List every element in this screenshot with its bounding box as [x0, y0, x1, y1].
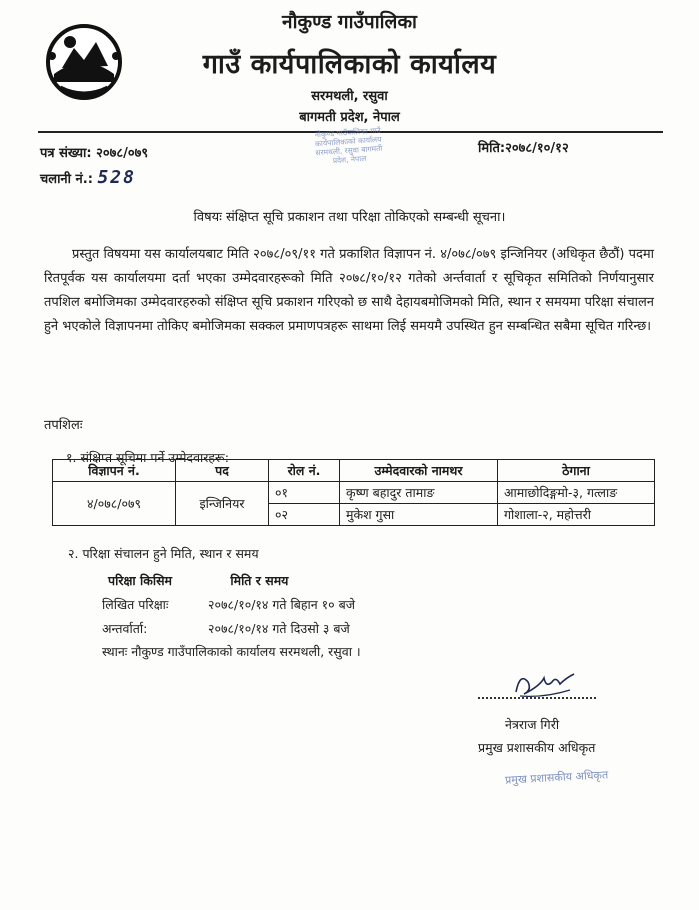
- cell-adv-no: ४/०७८/०७९: [53, 482, 176, 526]
- dispatch-value: 528: [97, 167, 136, 188]
- cell-name: कृष्ण बहादुर तामाङ: [340, 482, 498, 504]
- exam-row-interview: [102, 620, 350, 637]
- table-row: [53, 482, 655, 504]
- signature-line: [478, 697, 596, 699]
- exam-type: अन्तर्वार्ता:: [102, 621, 148, 636]
- subject-line: विषयः संक्षिप्त सूचि प्रकाशन तथा परिक्षा तोकिएको सम्बन्धी सूचना।: [193, 210, 506, 225]
- cell-post: इन्जिनियर: [176, 482, 269, 526]
- exam-when: २०७८/१०/१४ गते बिहान १० बजे: [207, 597, 356, 612]
- office-stamp: नौकुण्ड गाउँपालिका गाउँ कार्यपालिकाको कार्यालय सरमथली, रसुवा बागमती प्रदेश, नेपाल: [314, 125, 383, 166]
- cell-name: मुकेश गुसा: [340, 504, 498, 526]
- date-value: २०७८/१०/१२: [505, 141, 569, 156]
- reference-label: पत्र संख्या:: [40, 146, 92, 161]
- dispatch-number: [40, 167, 136, 188]
- exam-type-heading: परिक्षा किसिम: [108, 573, 173, 588]
- cell-address: आमाछोदिङ्गमो-३, गत्लाङ: [498, 482, 655, 504]
- details-label: तपशिलः: [44, 418, 83, 433]
- section-exam-title: २. परिक्षा संचालन हुने मिति, स्थान र समय: [68, 546, 259, 561]
- signer-name: नेत्रराज गिरी: [505, 717, 560, 732]
- candidate-table: [52, 459, 655, 526]
- col-adv-no: विज्ञापन नं.: [53, 460, 176, 482]
- exam-when: २०७८/१०/१४ गते दिउसो ३ बजे: [207, 621, 350, 636]
- reference-number: [40, 143, 148, 161]
- office-province: बागमती प्रदेश, नेपाल: [299, 110, 400, 125]
- exam-venue: स्थानः नौकुण्ड गाउँपालिकाको कार्यालय सरमथली, रसुवा ।: [102, 644, 361, 659]
- cell-roll: ०१: [269, 482, 340, 504]
- body-paragraph: प्रस्तुत विषयमा यस कार्यालयबाट मिति २०७८/०९/११ गते प्रकाशित विज्ञापन नं. ४/०७८/०७९ इन्जिनियर (अधिकृत छैठौं) पदमा रितपूर्वक यस कार्यालयमा दर्ता भएका उम्मेदवारहरूको मिति २०७८/१०/१२ गतेको अर्न्तवार्ता र सूचिकृत समितिको निर्णयानुसार तपशिल बमोजिमका उम्मेदवारहरुको संक्षिप्त सूचि प्रकाशन गरिएको छ साथै देहायबमोजिमको मिति, स्थान र समयमा परिक्षा संचालन हुने भएकोले विज्ञापनमा तोकिए बमोजिमका सक्कल प्रमाणपत्रहरू साथमा लिई समयमै उपस्थित हुन सम्बन्धित सबैमा सूचित गरिन्छ।: [44, 247, 654, 334]
- exam-type: लिखित परिक्षाः: [102, 597, 169, 612]
- signer-title: प्रमुख प्रशासकीय अधिकृत: [478, 740, 596, 755]
- date-label: मिति:: [478, 141, 506, 156]
- cell-roll: ०२: [269, 504, 340, 526]
- letter-date: [478, 138, 569, 156]
- col-roll: रोल नं.: [269, 460, 340, 482]
- exam-row-written: [102, 596, 355, 613]
- exam-header: [108, 572, 288, 589]
- municipality-name: नौकुण्ड गाउँपालिका: [282, 11, 417, 33]
- section-shortlist-title: १. संक्षिप्त सूचिमा पर्ने उम्मेदवारहरू:: [66, 450, 229, 465]
- dispatch-label: चलानी नं.:: [40, 172, 93, 187]
- cell-address: गोशाला-२, महोत्तरी: [498, 504, 655, 526]
- office-location: सरमथली, रसुवा: [311, 89, 388, 104]
- exam-datetime-heading: मिति र समय: [230, 573, 289, 588]
- table-header-row: [53, 460, 655, 482]
- col-name: उम्मेदवारको नामथर: [340, 460, 498, 482]
- office-title: गाउँ कार्यपालिकाको कार्यालय: [202, 49, 497, 80]
- col-address: ठेगाना: [498, 460, 655, 482]
- notice-body: [44, 243, 654, 339]
- col-post: पद: [176, 460, 269, 482]
- reference-value: २०७८/०७९: [96, 146, 149, 161]
- designation-seal: प्रमुख प्रशासकीय अधिकृत: [504, 768, 609, 787]
